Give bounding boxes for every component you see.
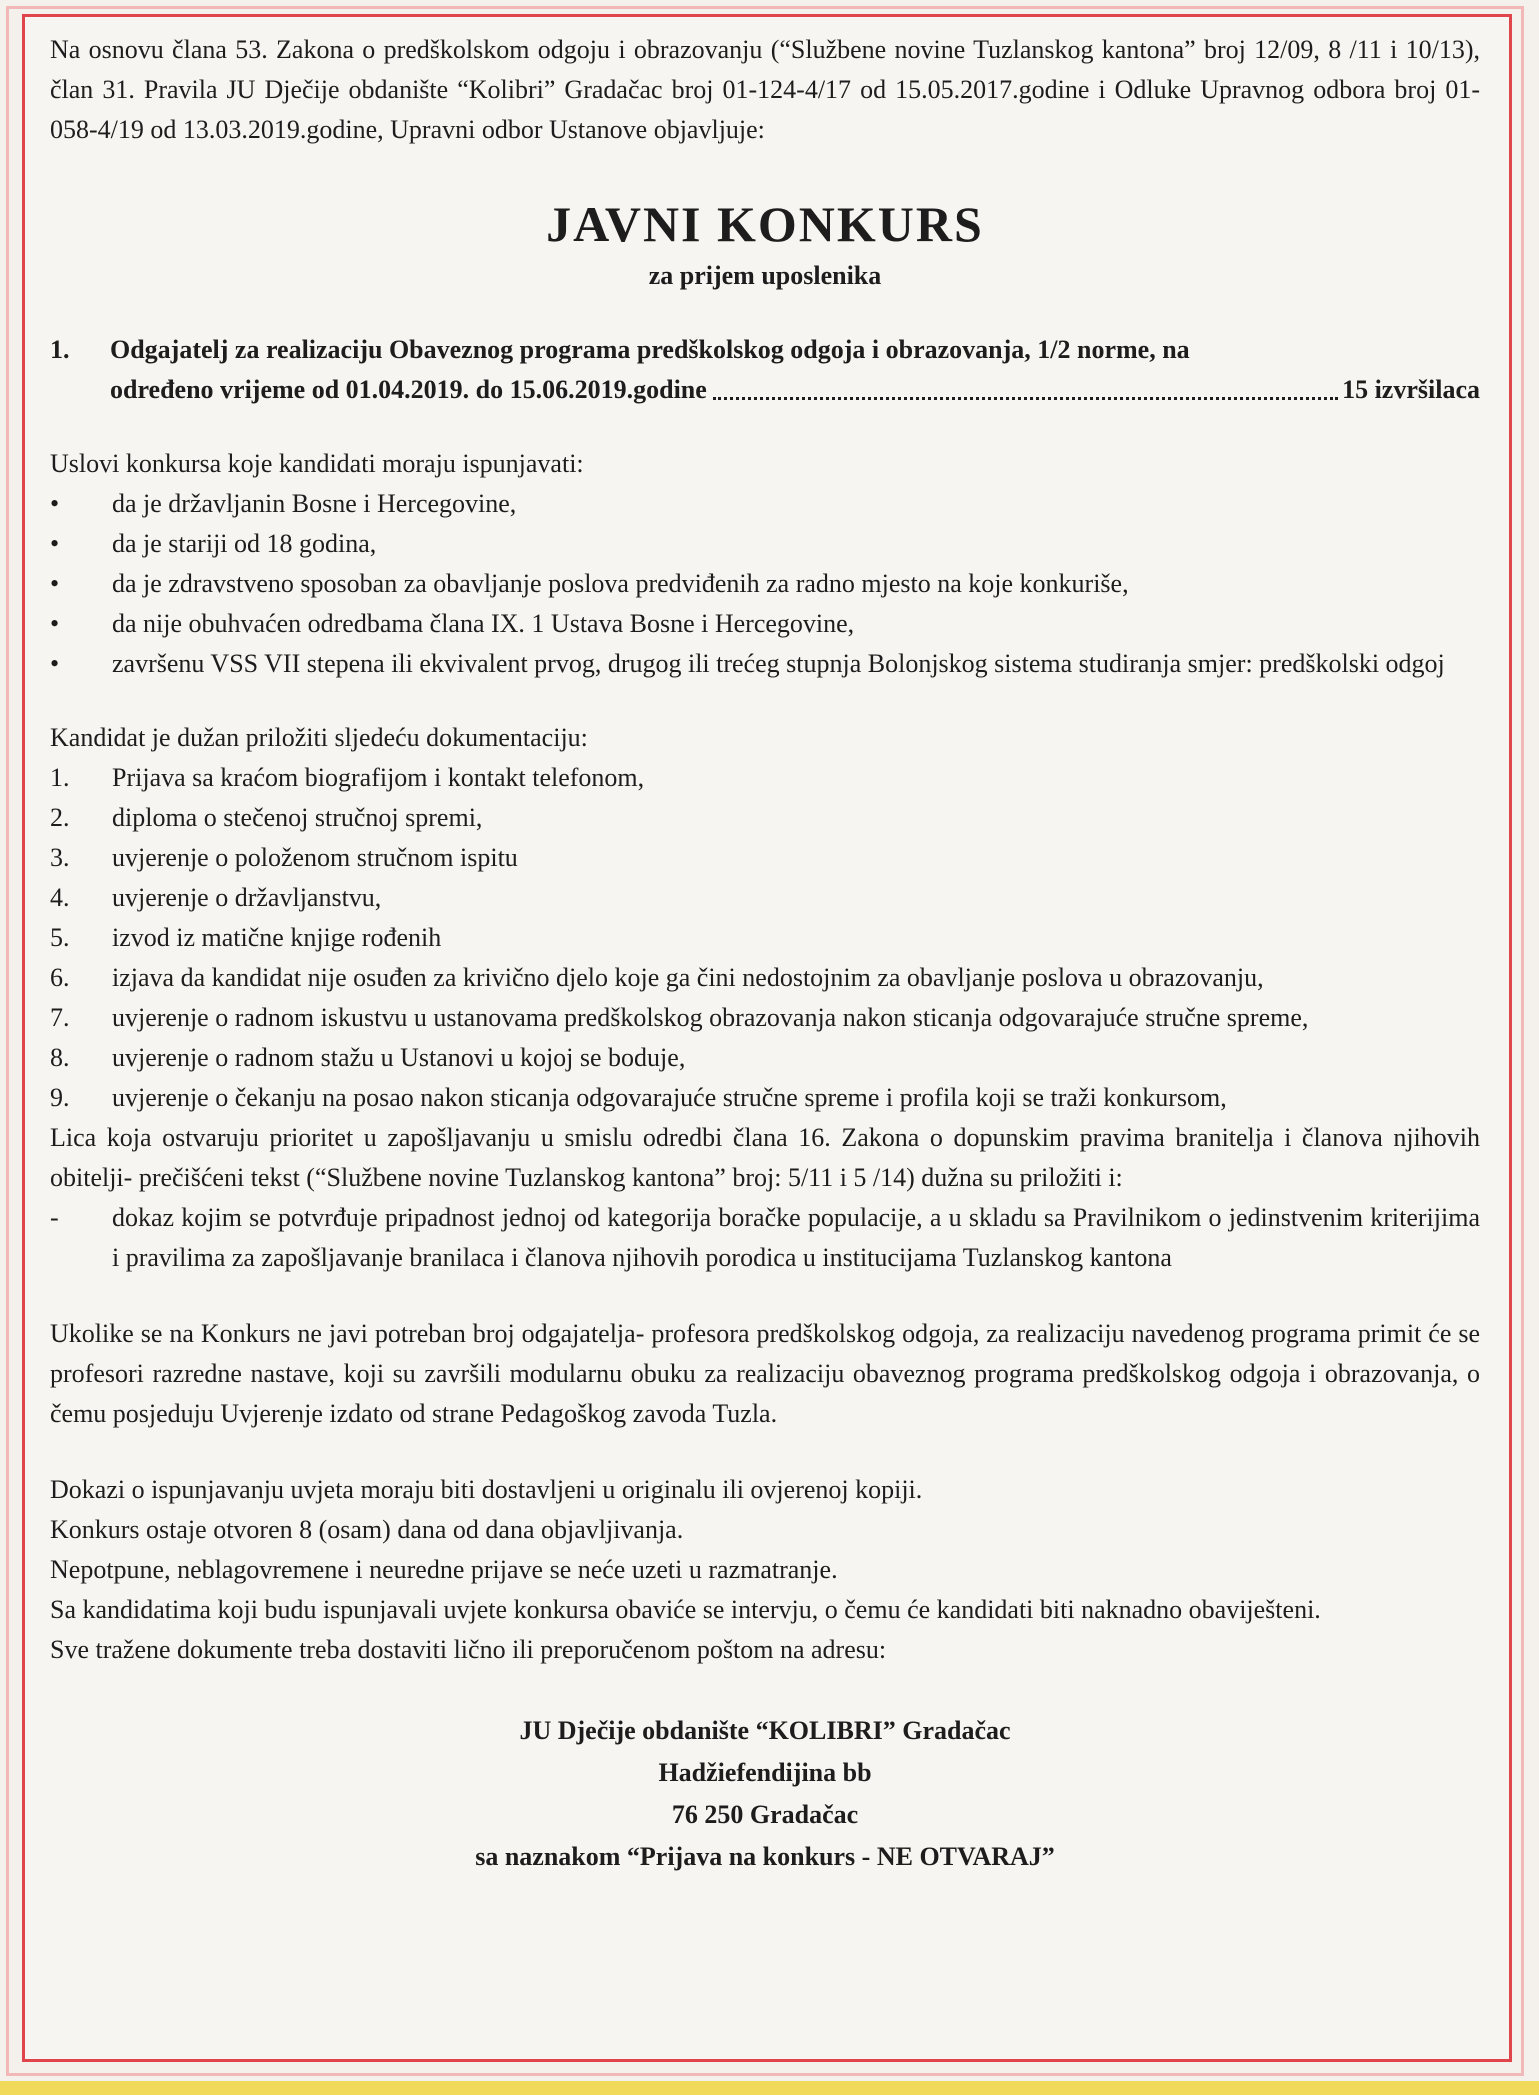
- address-institution: JU Dječije obdanište “KOLIBRI” Gradačac: [519, 1716, 1011, 1745]
- notice-subtitle: za prijem uposlenika: [648, 261, 882, 290]
- document-number: 2.: [50, 803, 70, 832]
- position-count: 15 izvršilaca: [1342, 375, 1480, 404]
- condition-text: da nije obuhvaćen odredbama člana IX. 1 Ustava Bosne i Hercegovine,: [112, 609, 855, 638]
- documents-heading: Kandidat je dužan priložiti sljedeću dokumentaciju:: [50, 723, 588, 752]
- document-item: [50, 758, 1480, 798]
- condition-item: [50, 484, 1480, 524]
- closing-line: Dokazi o ispunjavanju uvjeta moraju biti dostavljeni u originalu ili ovjerenoj kopiji.: [50, 1475, 923, 1504]
- priority-item: [50, 1198, 1480, 1278]
- condition-item: [50, 524, 1480, 564]
- condition-item: [50, 644, 1480, 684]
- document-number: 3.: [50, 843, 70, 872]
- notice-title: JAVNI KONKURS: [546, 196, 984, 252]
- condition-text: završenu VSS VII stepena ili ekvivalent prvog, drugog ili trećeg stupnja Bolonjskog sistema studiranja smjer: predškolski odgoj: [112, 649, 1445, 678]
- document-text: uvjerenje o položenom stručnom ispitu: [112, 843, 518, 872]
- address-block: [50, 1710, 1480, 1878]
- condition-item: [50, 564, 1480, 604]
- closing-line: Konkurs ostaje otvoren 8 (osam) dana od dana objavljivanja.: [50, 1515, 684, 1544]
- document-item: [50, 838, 1480, 878]
- document-text: izvod iz matične knjige rođenih: [112, 923, 442, 952]
- document-item: [50, 798, 1480, 838]
- position-number: 1.: [50, 335, 70, 364]
- bullet-icon: •: [50, 649, 60, 678]
- position-description: [110, 330, 1480, 410]
- position-line-2-row: [110, 370, 1480, 410]
- document-number: 9.: [50, 1083, 70, 1112]
- position-line-1: Odgajatelj za realizaciju Obaveznog programa predškolskog odgoja i obrazovanja, 1/2 norme, na: [110, 335, 1190, 364]
- document-item: [50, 878, 1480, 918]
- document-item: [50, 998, 1480, 1038]
- conditions-heading: Uslovi konkursa koje kandidati moraju ispunjavati:: [50, 449, 584, 478]
- conditions-list: [50, 484, 1480, 684]
- closing-section: [50, 1470, 1480, 1670]
- document-text: diploma o stečenoj stručnoj spremi,: [112, 803, 483, 832]
- bullet-icon: •: [50, 489, 60, 518]
- document-number: 7.: [50, 1003, 70, 1032]
- condition-text: da je zdravstveno sposoban za obavljanje poslova predviđenih za radno mjesto na koje konkuriše,: [112, 569, 1129, 598]
- intro-paragraph: Na osnovu člana 53. Zakona o predškolskom odgoju i obrazovanju (“Službene novine Tuzlanskog kantona” broj 12/09, 8 /11 i 10/13), član 31. Pravila JU Dječije obdanište “Kolibri” Gradačac broj 01-124-4/17 od 15.05.2017.godine i Odluke Upravnog odbora broj 01-058-4/19 od 13.03.2019.godine, Upravni odbor Ustanove objavljuje:: [50, 35, 1480, 144]
- documents-list: [50, 758, 1480, 1118]
- position-line-2: određeno vrijeme od 01.04.2019. do 15.06.2019.godine: [110, 375, 707, 404]
- notice-content: [50, 30, 1480, 1878]
- document-number: 5.: [50, 923, 70, 952]
- priority-item-text: dokaz kojim se potvrđuje pripadnost jednoj od kategorija boračke populacije, a u skladu sa Pravilnikom o jedinstvenim kriterijima i pravilima za zapošljavanje branilaca i članova njihovih porodica u institucijama Tuzlanskog kantona: [112, 1203, 1480, 1272]
- address-note: sa naznakom “Prijava na konkurs - NE OTVARAJ”: [475, 1842, 1055, 1871]
- document-item: [50, 1078, 1480, 1118]
- document-text: izjava da kandidat nije osuđen za krivično djelo koje ga čini nedostojnim za obavljanje poslova u obrazovanju,: [112, 963, 1264, 992]
- bullet-icon: •: [50, 529, 60, 558]
- address-city: 76 250 Gradačac: [671, 1800, 859, 1829]
- document-number: 4.: [50, 883, 70, 912]
- condition-item: [50, 604, 1480, 644]
- document-item: [50, 1038, 1480, 1078]
- bullet-icon: •: [50, 609, 60, 638]
- alternative-paragraph: Ukolike se na Konkurs ne javi potreban broj odgajatelja- profesora predškolskog odgoja, za realizaciju navedenog programa primit će se profesori razredne nastave, koji su završili modularnu obuku za realizaciju obaveznog programa predškolskog odgoja i obrazovanja, o čemu posjeduju Uvjerenje izdato od strane Pedagoškog zavoda Tuzla.: [50, 1319, 1480, 1428]
- document-text: uvjerenje o radnom stažu u Ustanovi u kojoj se boduje,: [112, 1043, 686, 1072]
- document-item: [50, 958, 1480, 998]
- condition-text: da je državljanin Bosne i Hercegovine,: [112, 489, 517, 518]
- dotted-leader: [713, 370, 1338, 400]
- closing-line: Sa kandidatima koji budu ispunjavali uvjete konkursa obaviće se intervju, o čemu će kandidati biti naknadno obaviješteni.: [50, 1595, 1321, 1624]
- closing-line: Sve tražene dokumente treba dostaviti lično ili preporučenom poštom na adresu:: [50, 1635, 887, 1664]
- document-number: 6.: [50, 963, 70, 992]
- priority-paragraph: Lica koja ostvaruju prioritet u zapošljavanju u smislu odredbi člana 16. Zakona o dopunskim pravima branitelja i članova njihovih obitelji- prečišćeni tekst (“Službene novine Tuzlanskog kantona” broj: 5/11 i 5 /14) dužna su priložiti i:: [50, 1123, 1480, 1192]
- dash-marker: -: [50, 1203, 59, 1232]
- bottom-strip: [0, 2081, 1539, 2095]
- document-text: Prijava sa kraćom biografijom i kontakt telefonom,: [112, 763, 645, 792]
- position-entry: [50, 330, 1480, 410]
- document-number: 1.: [50, 763, 70, 792]
- document-text: uvjerenje o državljanstvu,: [112, 883, 382, 912]
- closing-line: Nepotpune, neblagovremene i neuredne prijave se neće uzeti u razmatranje.: [50, 1555, 838, 1584]
- address-street: Hadžiefendijina bb: [658, 1758, 872, 1787]
- condition-text: da je stariji od 18 godina,: [112, 529, 377, 558]
- document-number: 8.: [50, 1043, 70, 1072]
- document-text: uvjerenje o radnom iskustvu u ustanovama predškolskog obrazovanja nakon sticanja odgovarajuće stručne spreme,: [112, 1003, 1309, 1032]
- document-text: uvjerenje o čekanju na posao nakon sticanja odgovarajuće stručne spreme i profila koji se traži konkursom,: [112, 1083, 1227, 1112]
- bullet-icon: •: [50, 569, 60, 598]
- document-item: [50, 918, 1480, 958]
